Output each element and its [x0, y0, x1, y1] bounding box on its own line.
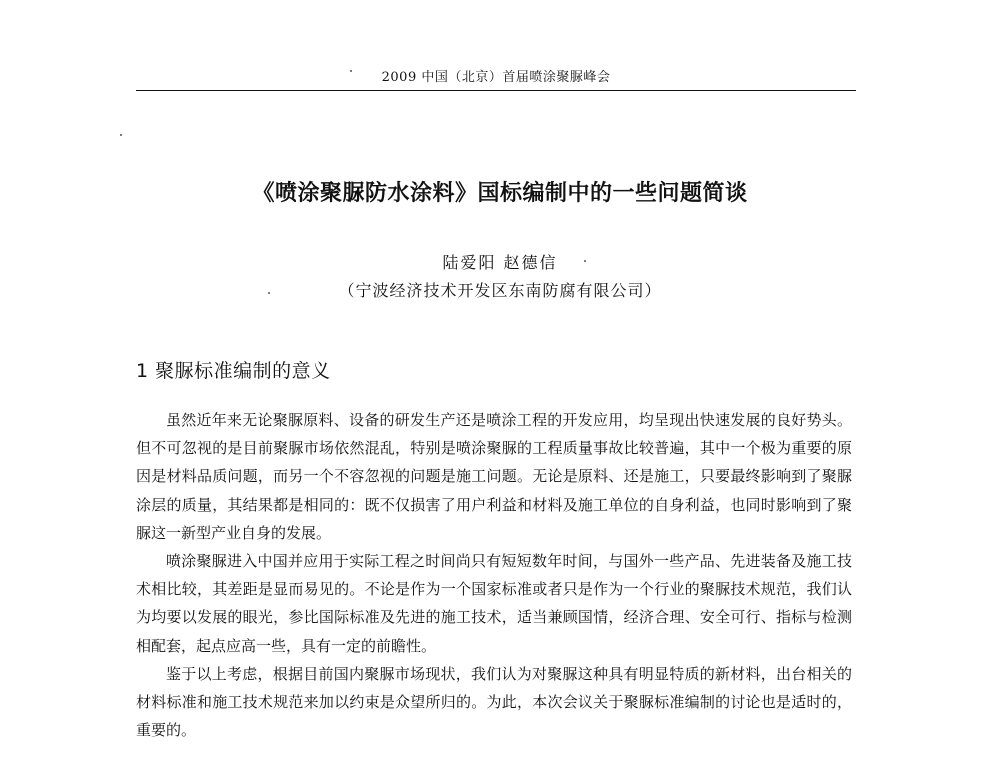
scan-speck	[120, 134, 122, 136]
paragraph: 鉴于以上考虑，根据目前国内聚脲市场现状，我们认为对聚脲这种具有明显特质的新材料，出台相关的材料标准和施工技术规范来加以约束是众望所归的。为此，本次会议关于聚脲标准编制的讨论也是适时的，重要的。	[136, 664, 852, 740]
running-header: 2009 中国（北京）首届喷涂聚脲峰会	[381, 70, 611, 85]
authors: 陆爱阳 赵德信	[442, 253, 558, 272]
section-body	[136, 406, 852, 744]
affiliation: （宁波经济技术开发区东南防腐有限公司）	[338, 281, 662, 300]
section-heading: 1 聚脲标准编制的意义	[136, 360, 331, 382]
paragraph: 喷涂聚脲进入中国并应用于实际工程之时间尚只有短短数年时间，与国外一些产品、先进装备及施工技术相比较，其差距是显而易见的。不论是作为一个国家标准或者只是作为一个行业的聚脲技术规范，我们认为均要以发展的眼光，参比国际标准及先进的施工技术，适当兼顾国情，经济合理、安全可行、指标与检测相配套，起点应高一些，具有一定的前瞻性。	[136, 552, 852, 655]
paragraph: 虽然近年来无论聚脲原料、设备的研发生产还是喷涂工程的开发应用，均呈现出快速发展的良好势头。但不可忽视的是目前聚脲市场依然混乱，特别是喷涂聚脲的工程质量事故比较普遍，其中一个极为重要的原因是材料品质问题，而另一个不容忽视的问题是施工问题。无论是原料、还是施工，只要最终影响到了聚脲涂层的质量，其结果都是相同的：既不仅损害了用户利益和材料及施工单位的自身利益，也同时影响到了聚脲这一新型产业自身的发展。	[136, 411, 852, 542]
header-rule	[136, 90, 856, 91]
article-title: 《喷涂聚脲防水涂料》国标编制中的一些问题简谈	[252, 181, 748, 206]
scan-speck	[350, 70, 352, 72]
